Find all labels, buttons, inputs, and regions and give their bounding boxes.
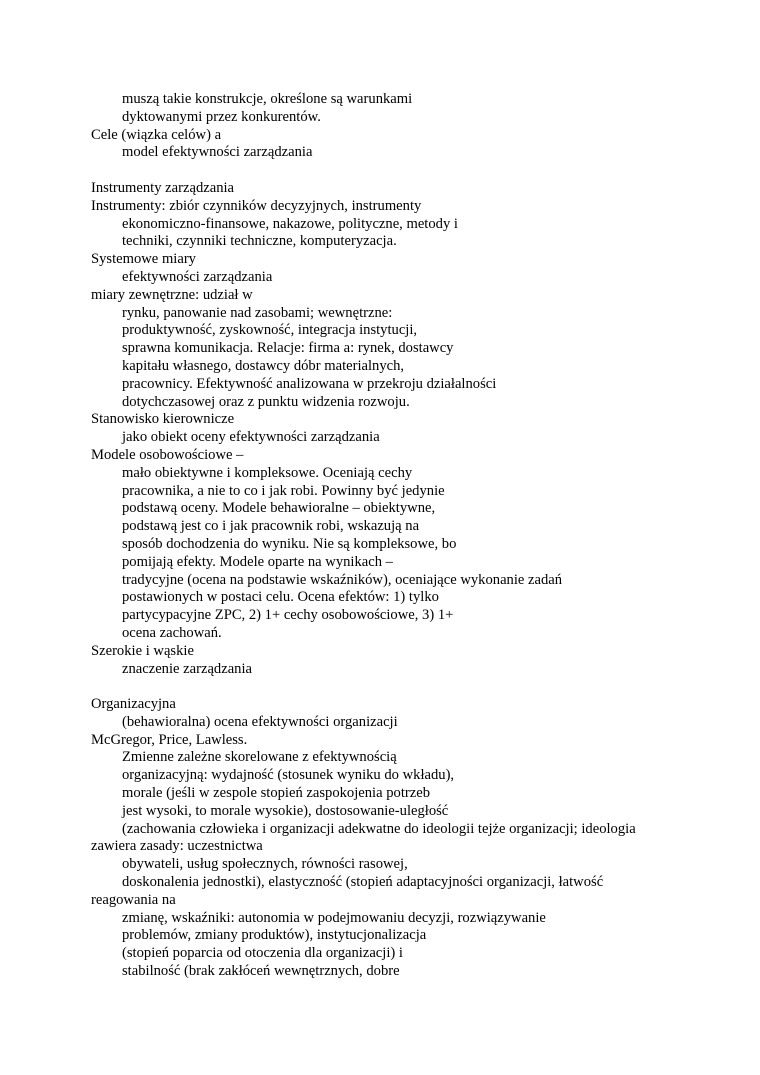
text-line: podstawą jest co i jak pracownik robi, wskazują na xyxy=(122,518,420,535)
blank-line xyxy=(91,678,681,696)
text-line: ocena zachowań. xyxy=(122,624,222,641)
text-line: techniki, czynniki techniczne, komputeryzacja. xyxy=(122,233,397,250)
text-line: morale (jeśli w zespole stopień zaspokojenia potrzeb xyxy=(122,785,430,802)
text-line: pomijają efekty. Modele oparte na wynikach – xyxy=(122,553,393,570)
text-line: ekonomiczno-finansowe, nakazowe, polityczne, metody i xyxy=(122,215,458,232)
text-line: zawiera zasady: uczestnictwa xyxy=(91,838,263,855)
text-line: model efektywności zarządzania xyxy=(122,144,313,161)
text-line: dotychczasowej oraz z punktu widzenia rozwoju. xyxy=(122,393,410,410)
blank-line xyxy=(91,162,681,180)
text-line: produktywność, zyskowność, integracja instytucji, xyxy=(122,322,418,339)
text-line: Modele osobowościowe – xyxy=(91,446,244,463)
text-line: (behawioralna) ocena efektywności organizacji xyxy=(122,713,398,730)
text-line: Instrumenty zarządzania xyxy=(91,179,235,196)
text-line: Systemowe miary xyxy=(91,251,196,268)
text-line: sposób dochodzenia do wyniku. Nie są kompleksowe, bo xyxy=(122,535,457,552)
text-line: znaczenie zarządzania xyxy=(122,660,253,677)
text-line: Cele (wiązka celów) a xyxy=(91,126,222,143)
text-line: postawionych w postaci celu. Ocena efektów: 1) tylko xyxy=(122,589,439,606)
text-line: Szerokie i wąskie xyxy=(91,642,194,659)
text-line: pracownicy. Efektywność analizowana w przekroju działalności xyxy=(122,375,497,392)
text-line: Instrumenty: zbiór czynników decyzyjnych, instrumenty xyxy=(91,197,422,214)
text-line: obywateli, usług społecznych, równości rasowej, xyxy=(122,856,408,873)
text-line: sprawna komunikacja. Relacje: firma a: rynek, dostawcy xyxy=(122,340,454,357)
text-line: jako obiekt oceny efektywności zarządzania xyxy=(122,429,380,446)
document-body-text xyxy=(91,91,681,981)
text-line: rynku, panowanie nad zasobami; wewnętrzne: xyxy=(122,304,393,321)
text-line: kapitału własnego, dostawcy dóbr materialnych, xyxy=(122,357,405,374)
text-line: Stanowisko kierownicze xyxy=(91,411,235,428)
text-line: Zmienne zależne skorelowane z efektywnością xyxy=(122,749,397,766)
text-line: problemów, zmiany produktów), instytucjonalizacja xyxy=(122,927,427,944)
text-line: organizacyjną: wydajność (stosunek wyniku do wkładu), xyxy=(122,767,455,784)
text-line: dyktowanymi przez konkurentów. xyxy=(122,108,321,125)
text-line: (stopień poparcia od otoczenia dla organizacji) i xyxy=(122,945,403,962)
text-line: doskonalenia jednostki), elastyczność (stopień adaptacyjności organizacji, łatwość xyxy=(122,874,604,891)
text-line: podstawą oceny. Modele behawioralne – obiektywne, xyxy=(122,500,436,517)
text-line: partycypacyjne ZPC, 2) 1+ cechy osobowościowe, 3) 1+ xyxy=(122,607,454,624)
text-line: mało obiektywne i kompleksowe. Oceniają cechy xyxy=(122,464,413,481)
text-line: efektywności zarządzania xyxy=(122,268,273,285)
text-line: muszą takie konstrukcje, określone są warunkami xyxy=(122,91,413,107)
text-line: jest wysoki, to morale wysokie), dostosowanie-uległość xyxy=(122,802,449,819)
text-line: McGregor, Price, Lawless. xyxy=(91,731,248,748)
text-line: stabilność (brak zakłóceń wewnętrznych, dobre xyxy=(122,963,400,980)
text-line: miary zewnętrzne: udział w xyxy=(91,286,253,303)
text-line: (zachowania człowieka i organizacji adekwatne do ideologii tejże organizacji; ideologia xyxy=(122,820,636,837)
text-line: Organizacyjna xyxy=(91,696,176,713)
text-line: pracownika, a nie to co i jak robi. Powinny być jedynie xyxy=(122,482,445,499)
text-line: reagowania na xyxy=(91,891,176,908)
text-line: tradycyjne (ocena na podstawie wskaźników), oceniające wykonanie zadań xyxy=(122,571,563,588)
text-line: zmianę, wskaźniki: autonomia w podejmowaniu decyzji, rozwiązywanie xyxy=(122,909,546,926)
